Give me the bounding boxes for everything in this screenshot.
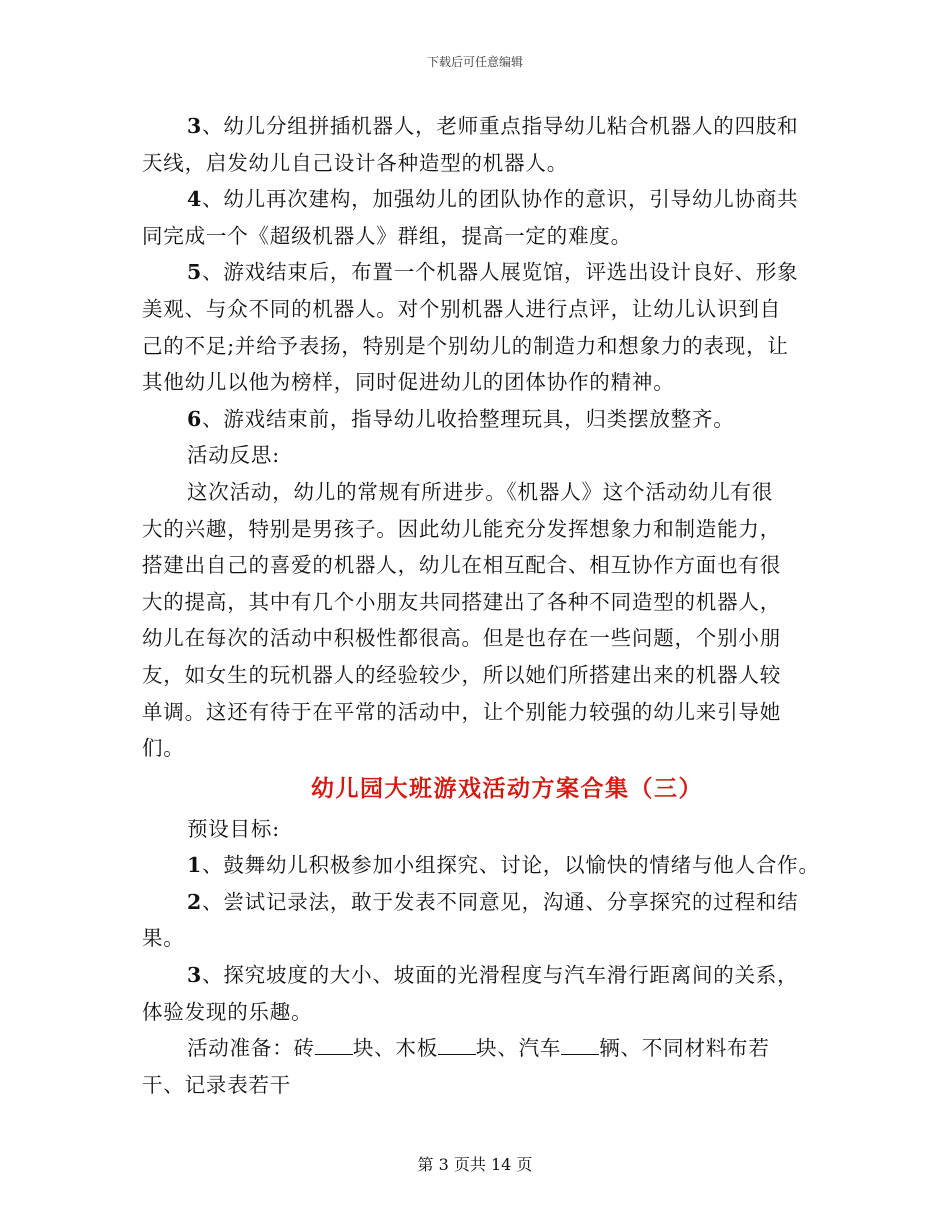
fill-blank [438,1034,476,1055]
page-footer: 第 3 页共 14 页 [417,1155,533,1174]
reflection-line: 大的提高，其中有几个小朋友共同搭建出了各种不同造型的机器人， [142,589,781,614]
paragraph-text: 、幼儿分组拼插机器人，老师重点指导幼儿粘合机器人的四肢和 [202,114,799,138]
reflection-line: 大的兴趣，特别是男孩子。因此幼儿能充分发挥想象力和制造能力， [142,516,781,541]
reflection-line: 搭建出自己的喜爱的机器人，幼儿在相互配合、相互协作方面也有很 [142,553,781,578]
preparation-line [142,1030,832,1067]
prep-text: 辆、不同材料布若 [599,1036,770,1061]
goal-2 [142,884,832,921]
paragraph-text: 、游戏结束前，指导幼儿收拾整理玩具，归类摆放整齐。 [202,406,735,431]
reflection-line: 这次活动，幼儿的常规有所进步。《机器人》这个活动幼儿有很 [187,479,774,504]
paragraph-line: 己的不足;并给予表扬，特别是个别幼儿的制造力和想象力的表现，让 [142,333,789,358]
paragraph-line: 美观、与众不同的机器人。对个别机器人进行点评，让幼儿认识到自 [142,296,781,321]
goal-line: 果。 [142,926,185,951]
section-title: 幼儿园大班游戏活动方案合集（三） [311,774,703,802]
paragraph-line: 天线，启发幼儿自己设计各种造型的机器人。 [142,150,568,175]
document-body [142,108,832,1103]
goal-text: 、鼓舞幼儿积极参加小组探究、讨论，以愉快的情绪与他人合作。 [202,853,820,878]
paragraph-text: 、幼儿再次建构，加强幼儿的团队协作的意识，引导幼儿协商共 [202,187,799,212]
step-number: 5 [187,260,203,285]
paragraph-step-6 [142,401,832,438]
paragraph-step-5 [142,254,832,291]
reflection-heading: 活动反思: [187,443,280,468]
goal-number: 3 [187,963,203,988]
prep-text: 块、木板 [352,1036,439,1061]
paragraph-step-4 [142,181,832,218]
paragraph-text: 、游戏结束后，布置一个机器人展览馆，评选出设计良好、形象 [202,260,799,285]
goal-text: 、探究坡度的大小、坡面的光滑程度与汽车滑行距离间的关系， [202,963,799,988]
reflection-line: 们。 [142,736,185,761]
paragraph-line: 同完成一个《超级机器人》群组，提高一定的难度。 [142,223,632,248]
step-number: 3 [187,114,203,138]
page-header: 下载后可任意编辑 [426,55,523,69]
reflection-line: 单调。这还有待于在平常的活动中，让个别能力较强的幼儿来引导她 [142,699,781,724]
preparation-line-2: 干、记录表若干 [142,1072,292,1097]
reflection-line: 幼儿在每次的活动中积极性都很高。但是也存在一些问题，个别小朋 [142,626,781,651]
goals-heading: 预设目标: [187,816,280,841]
fill-blank [315,1034,353,1055]
goal-line: 体验发现的乐趣。 [142,999,313,1024]
goal-number: 2 [187,889,203,914]
prep-text: 块、汽车 [476,1036,562,1061]
fill-blank [561,1034,599,1055]
step-number: 4 [187,187,203,212]
goal-text: 、尝试记录法，敢于发表不同意见，沟通、分享探究的过程和结 [202,889,799,914]
step-number: 6 [187,406,203,431]
paragraph-line: 其他幼儿以他为榜样，同时促进幼儿的团体协作的精神。 [142,370,675,395]
reflection-line: 友，如女生的玩机器人的经验较少，所以她们所搭建出来的机器人较 [142,662,781,687]
goal-1 [142,847,832,884]
goal-number: 1 [187,853,203,878]
prep-text: 活动准备：砖 [187,1036,315,1061]
paragraph-step-3 [142,108,832,145]
goal-3 [142,957,832,994]
